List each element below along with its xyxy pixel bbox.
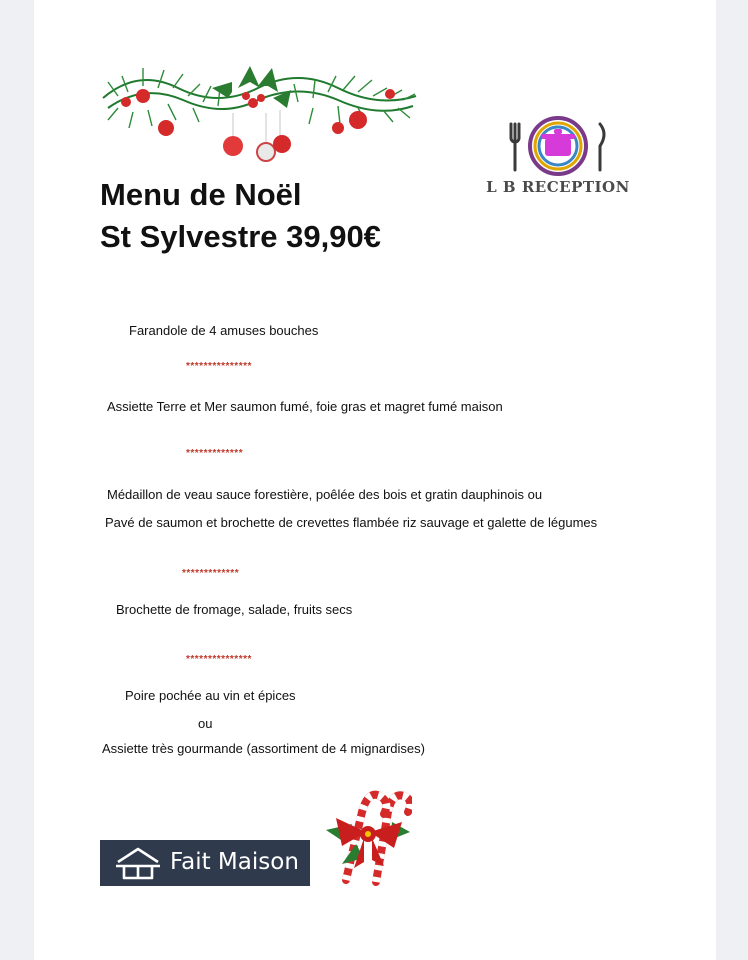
candy-cane-bow-icon [316, 782, 412, 888]
fait-maison-badge [100, 840, 310, 886]
menu-main-1: Médaillon de veau sauce forestière, poêlée des bois et gratin dauphinois ou [107, 487, 543, 502]
menu-or: ou [198, 716, 213, 731]
menu-entree: Assiette Terre et Mer saumon fumé, foie gras et magret fumé maison [107, 399, 503, 414]
menu-dessert-1: Poire pochée au vin et épices [125, 688, 296, 703]
separator-1: *************** [186, 361, 252, 372]
menu-starter: Farandole de 4 amuses bouches [129, 323, 319, 338]
title-line-2: St Sylvestre 39,90€ [100, 219, 381, 254]
separator-3: ************* [182, 568, 240, 579]
house-roof-icon [114, 846, 162, 880]
logo-text: L B RECEPTION [486, 178, 630, 196]
menu-cheese: Brochette de fromage, salade, fruits secs [116, 602, 353, 617]
separator-4: *************** [186, 654, 252, 665]
fait-maison-label: Fait Maison [170, 849, 299, 875]
title-line-1: Menu de Noël [100, 177, 302, 212]
page-title [100, 174, 381, 258]
menu-main-2: Pavé de saumon et brochette de crevettes flambée riz sauvage et galette de légumes [105, 515, 598, 530]
separator-2: ************* [186, 448, 244, 459]
christmas-garland-icon [98, 58, 420, 168]
menu-dessert-2: Assiette très gourmande (assortiment de 4 mignardises) [102, 741, 425, 756]
